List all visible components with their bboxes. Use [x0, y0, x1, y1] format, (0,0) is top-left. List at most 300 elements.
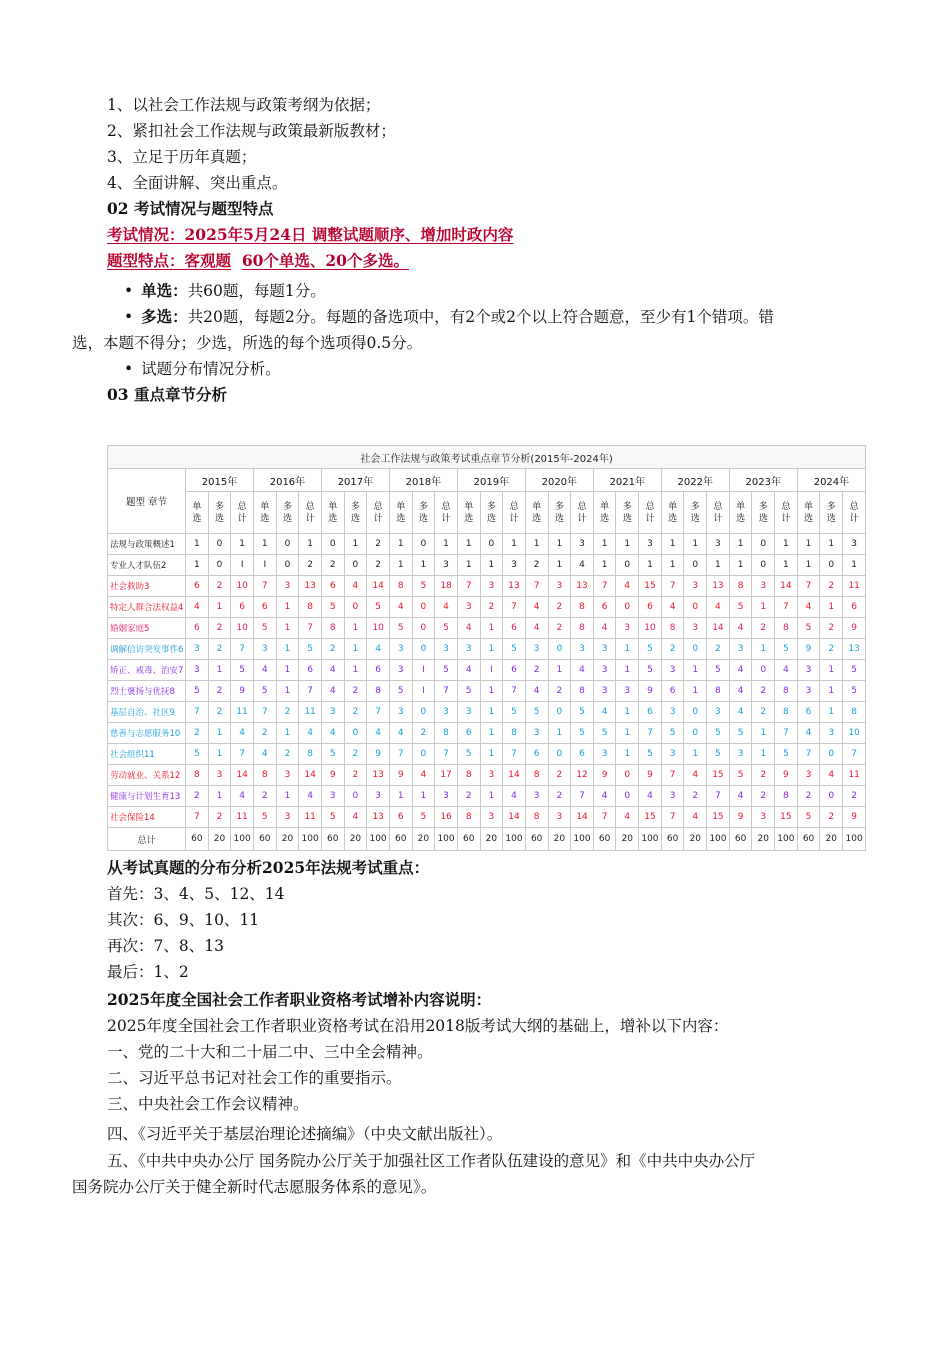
table-cell: 2: [208, 576, 231, 597]
table-cell: 1: [276, 618, 299, 639]
table-cell: 1: [276, 786, 299, 807]
table-cell: 5: [593, 723, 616, 744]
table-cell: 3: [729, 639, 752, 660]
table-cell: 5: [707, 723, 730, 744]
table-cell: 7: [775, 597, 798, 618]
table-cell: 0: [616, 786, 639, 807]
table-cell: 6: [503, 660, 526, 681]
table-cell: 4: [389, 597, 412, 618]
table-cell: 5: [412, 807, 435, 828]
table-cell: 0: [684, 723, 707, 744]
table-cell: 2: [548, 618, 571, 639]
year-header: 2015年: [186, 469, 254, 492]
table-cell: 4: [797, 597, 820, 618]
table-cell: 6: [231, 597, 254, 618]
table-cell: 3: [593, 744, 616, 765]
table-cell: 2: [253, 723, 276, 744]
table-cell: 14: [571, 807, 594, 828]
table-cell: 3: [435, 555, 458, 576]
chapter-name: 专业人才队伍2: [108, 555, 186, 576]
total-cell: 100: [435, 828, 458, 851]
total-cell: 100: [775, 828, 798, 851]
table-cell: 1: [276, 681, 299, 702]
table-cell: 4: [503, 786, 526, 807]
table-cell: 2: [186, 723, 209, 744]
table-cell: 11: [231, 807, 254, 828]
table-cell: 2: [661, 639, 684, 660]
table-cell: 13: [299, 576, 322, 597]
table-cell: 8: [525, 765, 548, 786]
table-cell: 6: [843, 597, 866, 618]
table-cell: 4: [729, 681, 752, 702]
table-cell: 3: [593, 660, 616, 681]
year-header: 2023年: [729, 469, 797, 492]
table-cell: 1: [684, 660, 707, 681]
distribution-text: 试题分布情况分析。: [141, 360, 281, 378]
table-cell: 4: [593, 618, 616, 639]
table-cell: 7: [593, 807, 616, 828]
table-cell: 4: [820, 765, 843, 786]
table-cell: 3: [525, 723, 548, 744]
table-cell: 7: [593, 576, 616, 597]
table-cell: 3: [457, 597, 480, 618]
table-cell: 1: [548, 555, 571, 576]
sub-header: 总 计: [435, 492, 458, 534]
table-cell: 2: [843, 786, 866, 807]
table-cell: 6: [571, 744, 594, 765]
table-row: [108, 639, 866, 660]
table-cell: 0: [344, 723, 367, 744]
year-header: 2020年: [525, 469, 593, 492]
priority-item-1: 首先：3、4、5、12、14: [107, 885, 285, 903]
table-cell: 1: [480, 702, 503, 723]
table-row: [108, 765, 866, 786]
table-cell: 1: [820, 597, 843, 618]
supplement-heading: 2025年度全国社会工作者职业资格考试增补内容说明：: [107, 990, 492, 1009]
table-cell: 0: [820, 786, 843, 807]
total-cell: 60: [253, 828, 276, 851]
table-cell: 4: [729, 786, 752, 807]
total-cell: 60: [186, 828, 209, 851]
table-cell: 4: [571, 660, 594, 681]
table-cell: 0: [344, 597, 367, 618]
table-cell: 6: [186, 576, 209, 597]
table-cell: 5: [253, 681, 276, 702]
sub-header: 总 计: [299, 492, 322, 534]
table-cell: 2: [480, 597, 503, 618]
chapter-name: 婚姻家庭5: [108, 618, 186, 639]
table-cell: 8: [389, 576, 412, 597]
table-cell: I: [412, 681, 435, 702]
sub-header: 总 计: [707, 492, 730, 534]
table-cell: 1: [186, 555, 209, 576]
total-cell: 20: [480, 828, 503, 851]
table-cell: 2: [820, 576, 843, 597]
single-choice-item: [124, 278, 326, 304]
table-cell: 7: [299, 618, 322, 639]
table-cell: 3: [707, 534, 730, 555]
table-cell: 1: [457, 534, 480, 555]
priority-item-4: 最后：1、2: [107, 963, 189, 981]
table-cell: 0: [752, 660, 775, 681]
table-cell: 1: [208, 723, 231, 744]
table-cell: 1: [503, 534, 526, 555]
table-cell: 1: [616, 702, 639, 723]
table-cell: 5: [707, 744, 730, 765]
table-cell: 5: [367, 597, 390, 618]
table-cell: 3: [276, 765, 299, 786]
table-cell: 5: [321, 597, 344, 618]
table-cell: 1: [344, 639, 367, 660]
table-cell: 1: [616, 534, 639, 555]
multi-label: 多选：: [141, 307, 188, 326]
table-cell: 6: [389, 807, 412, 828]
table-cell: 7: [435, 744, 458, 765]
table-cell: 1: [820, 681, 843, 702]
table-cell: 4: [299, 786, 322, 807]
table-cell: 1: [389, 555, 412, 576]
table-cell: 1: [752, 744, 775, 765]
table-cell: 5: [775, 744, 798, 765]
table-cell: 4: [684, 765, 707, 786]
sub-header: 单 选: [661, 492, 684, 534]
table-cell: 8: [253, 765, 276, 786]
table-row: [108, 618, 866, 639]
table-cell: 2: [186, 786, 209, 807]
table-row: [108, 702, 866, 723]
sub-header: 单 选: [321, 492, 344, 534]
type-info-a: 题型特点：客观题: [107, 251, 232, 270]
total-cell: 20: [752, 828, 775, 851]
table-cell: 0: [820, 555, 843, 576]
table-cell: 8: [843, 702, 866, 723]
single-label: 单选：: [141, 281, 188, 300]
table-cell: 3: [797, 765, 820, 786]
table-cell: 8: [299, 597, 322, 618]
table-cell: 13: [707, 576, 730, 597]
total-cell: 100: [639, 828, 662, 851]
table-cell: 3: [253, 639, 276, 660]
supplement-item-3: 三、中央社会工作会议精神。: [107, 1095, 309, 1113]
table-cell: 6: [457, 723, 480, 744]
table-cell: 6: [299, 660, 322, 681]
table-cell: 2: [299, 555, 322, 576]
table-row: [108, 786, 866, 807]
table-cell: 0: [820, 744, 843, 765]
table-cell: 2: [525, 660, 548, 681]
supplement-item-1: 一、党的二十大和二十届二中、三中全会精神。: [107, 1043, 433, 1061]
table-cell: 2: [548, 765, 571, 786]
total-label: 总计: [108, 828, 186, 851]
table-cell: 17: [435, 765, 458, 786]
table-cell: 5: [571, 723, 594, 744]
table-cell: 3: [752, 807, 775, 828]
table-cell: 3: [435, 702, 458, 723]
sub-header: 多 选: [616, 492, 639, 534]
bullet-icon: •: [124, 360, 134, 378]
table-cell: 6: [503, 618, 526, 639]
table-cell: 0: [684, 555, 707, 576]
table-cell: 1: [457, 555, 480, 576]
sub-header: 单 选: [525, 492, 548, 534]
table-cell: 2: [752, 702, 775, 723]
table-cell: 1: [707, 555, 730, 576]
chapter-name: 调解信访突发事件6: [108, 639, 186, 660]
table-cell: 3: [186, 660, 209, 681]
table-cell: 8: [435, 723, 458, 744]
table-cell: 3: [797, 660, 820, 681]
total-cell: 60: [389, 828, 412, 851]
year-header: 2016年: [253, 469, 321, 492]
table-cell: 6: [639, 597, 662, 618]
table-cell: 1: [276, 597, 299, 618]
table-cell: 4: [775, 660, 798, 681]
table-cell: 8: [525, 807, 548, 828]
table-cell: 5: [707, 660, 730, 681]
table-cell: 3: [571, 639, 594, 660]
section3-heading: 03 重点章节分析: [107, 385, 227, 404]
table-cell: 0: [752, 534, 775, 555]
chapter-name: 烈士褒扬与优抚8: [108, 681, 186, 702]
table-cell: 5: [435, 618, 458, 639]
table-cell: 2: [208, 681, 231, 702]
table-cell: 3: [820, 723, 843, 744]
table-cell: I: [253, 555, 276, 576]
table-cell: 0: [616, 597, 639, 618]
table-cell: 2: [208, 639, 231, 660]
table-cell: 5: [525, 702, 548, 723]
table-cell: 2: [276, 702, 299, 723]
table-cell: 4: [729, 660, 752, 681]
table-cell: 10: [231, 618, 254, 639]
total-cell: 20: [412, 828, 435, 851]
table-cell: 13: [843, 639, 866, 660]
table-cell: 3: [548, 807, 571, 828]
table-cell: 1: [684, 681, 707, 702]
sub-header: 多 选: [276, 492, 299, 534]
sub-header: 单 选: [797, 492, 820, 534]
table-cell: 2: [344, 744, 367, 765]
table-cell: 8: [457, 765, 480, 786]
table-cell: 2: [344, 702, 367, 723]
table-cell: 2: [208, 807, 231, 828]
table-cell: 1: [820, 534, 843, 555]
table-cell: 3: [593, 639, 616, 660]
table-cell: 0: [684, 597, 707, 618]
chapter-analysis-table-wrap: [107, 445, 865, 845]
table-cell: 3: [707, 702, 730, 723]
table-cell: I: [231, 555, 254, 576]
table-cell: 4: [231, 723, 254, 744]
table-cell: 0: [616, 555, 639, 576]
table-cell: 9: [797, 639, 820, 660]
table-cell: 8: [775, 681, 798, 702]
table-cell: 2: [707, 639, 730, 660]
table-cell: 2: [457, 786, 480, 807]
distribution-item: [124, 356, 281, 382]
chapter-name: 法规与政策概述1: [108, 534, 186, 555]
sub-header: 多 选: [480, 492, 503, 534]
table-cell: 1: [820, 702, 843, 723]
table-cell: 3: [389, 660, 412, 681]
table-cell: 2: [344, 681, 367, 702]
table-cell: 0: [684, 639, 707, 660]
intro-item-3: 3、立足于历年真题；: [107, 148, 257, 166]
table-cell: 4: [525, 597, 548, 618]
table-cell: 3: [321, 702, 344, 723]
table-cell: 3: [593, 681, 616, 702]
priority-item-3: 再次：7、8、13: [107, 937, 224, 955]
table-cell: 1: [480, 744, 503, 765]
table-cell: 9: [639, 681, 662, 702]
table-cell: 1: [752, 639, 775, 660]
table-cell: 0: [548, 744, 571, 765]
table-cell: 3: [525, 639, 548, 660]
table-cell: 0: [412, 639, 435, 660]
table-cell: 5: [321, 744, 344, 765]
table-cell: 0: [616, 765, 639, 786]
table-cell: 2: [820, 639, 843, 660]
table-cell: 5: [503, 702, 526, 723]
table-cell: 14: [503, 765, 526, 786]
table-cell: 6: [321, 576, 344, 597]
table-cell: 2: [752, 786, 775, 807]
table-row: [108, 597, 866, 618]
table-cell: I: [480, 660, 503, 681]
table-cell: 8: [571, 597, 594, 618]
table-cell: 6: [797, 702, 820, 723]
table-cell: 9: [593, 765, 616, 786]
table-cell: 15: [639, 807, 662, 828]
sub-header: 总 计: [775, 492, 798, 534]
chapter-name: 基层自治、社区9: [108, 702, 186, 723]
table-cell: 7: [661, 807, 684, 828]
table-cell: 1: [435, 534, 458, 555]
table-cell: 1: [548, 723, 571, 744]
table-cell: 4: [707, 597, 730, 618]
table-cell: 1: [616, 639, 639, 660]
table-cell: 1: [729, 534, 752, 555]
table-cell: 4: [593, 786, 616, 807]
table-cell: 9: [231, 681, 254, 702]
sub-header: 总 计: [639, 492, 662, 534]
table-cell: 1: [412, 555, 435, 576]
total-cell: 100: [707, 828, 730, 851]
table-cell: 0: [208, 534, 231, 555]
total-cell: 60: [321, 828, 344, 851]
type-info: [107, 248, 409, 274]
table-cell: 7: [231, 639, 254, 660]
table-cell: 2: [321, 555, 344, 576]
table-cell: I: [412, 660, 435, 681]
table-cell: 5: [457, 681, 480, 702]
table-cell: 7: [661, 765, 684, 786]
table-cell: 2: [752, 681, 775, 702]
table-cell: 7: [253, 576, 276, 597]
table-cell: 3: [457, 702, 480, 723]
table-cell: 5: [639, 639, 662, 660]
total-cell: 100: [843, 828, 866, 851]
table-cell: 3: [616, 618, 639, 639]
table-cell: 3: [389, 639, 412, 660]
priority-item-2: 其次：6、9、10、11: [107, 911, 260, 929]
table-cell: 1: [344, 534, 367, 555]
year-header: 2021年: [593, 469, 661, 492]
table-cell: 4: [639, 786, 662, 807]
table-row: [108, 744, 866, 765]
table-cell: 10: [231, 576, 254, 597]
table-cell: 1: [593, 534, 616, 555]
table-cell: 3: [661, 702, 684, 723]
sub-header: 多 选: [684, 492, 707, 534]
table-cell: 3: [276, 807, 299, 828]
table-cell: 5: [186, 744, 209, 765]
table-cell: 13: [571, 576, 594, 597]
table-cell: 5: [797, 807, 820, 828]
table-cell: 14: [503, 807, 526, 828]
table-cell: 6: [661, 681, 684, 702]
table-cell: 9: [321, 765, 344, 786]
table-cell: 15: [639, 576, 662, 597]
table-cell: 2: [276, 744, 299, 765]
table-cell: 4: [367, 723, 390, 744]
year-header: 2019年: [457, 469, 525, 492]
table-cell: 5: [729, 723, 752, 744]
table-cell: 5: [661, 723, 684, 744]
table-cell: 5: [729, 597, 752, 618]
table-cell: 3: [843, 534, 866, 555]
table-cell: 4: [661, 597, 684, 618]
bullet-icon: •: [124, 308, 134, 326]
total-cell: 100: [503, 828, 526, 851]
table-cell: 13: [503, 576, 526, 597]
table-cell: 3: [208, 765, 231, 786]
table-cell: 4: [616, 576, 639, 597]
table-cell: 3: [571, 534, 594, 555]
table-cell: 4: [186, 597, 209, 618]
table-cell: 1: [639, 555, 662, 576]
table-cell: 1: [480, 639, 503, 660]
table-cell: 0: [684, 702, 707, 723]
table-cell: 0: [344, 555, 367, 576]
table-cell: 3: [661, 660, 684, 681]
table-cell: 14: [231, 765, 254, 786]
total-cell: 20: [276, 828, 299, 851]
table-cell: 0: [548, 702, 571, 723]
table-cell: 5: [729, 765, 752, 786]
table-cell: 7: [503, 681, 526, 702]
table-cell: 10: [367, 618, 390, 639]
table-cell: 2: [548, 681, 571, 702]
table-cell: 9: [639, 765, 662, 786]
table-cell: 3: [639, 534, 662, 555]
table-cell: 1: [684, 534, 707, 555]
table-cell: 14: [367, 576, 390, 597]
table-row: [108, 555, 866, 576]
table-cell: 5: [299, 639, 322, 660]
table-cell: 5: [775, 639, 798, 660]
table-cell: 11: [843, 765, 866, 786]
table-row: [108, 723, 866, 744]
table-cell: 4: [389, 723, 412, 744]
table-cell: 5: [797, 618, 820, 639]
table-cell: 8: [775, 618, 798, 639]
table-cell: 3: [276, 576, 299, 597]
sub-header: 多 选: [820, 492, 843, 534]
table-cell: 0: [276, 555, 299, 576]
table-cell: 2: [367, 555, 390, 576]
table-cell: 9: [367, 744, 390, 765]
